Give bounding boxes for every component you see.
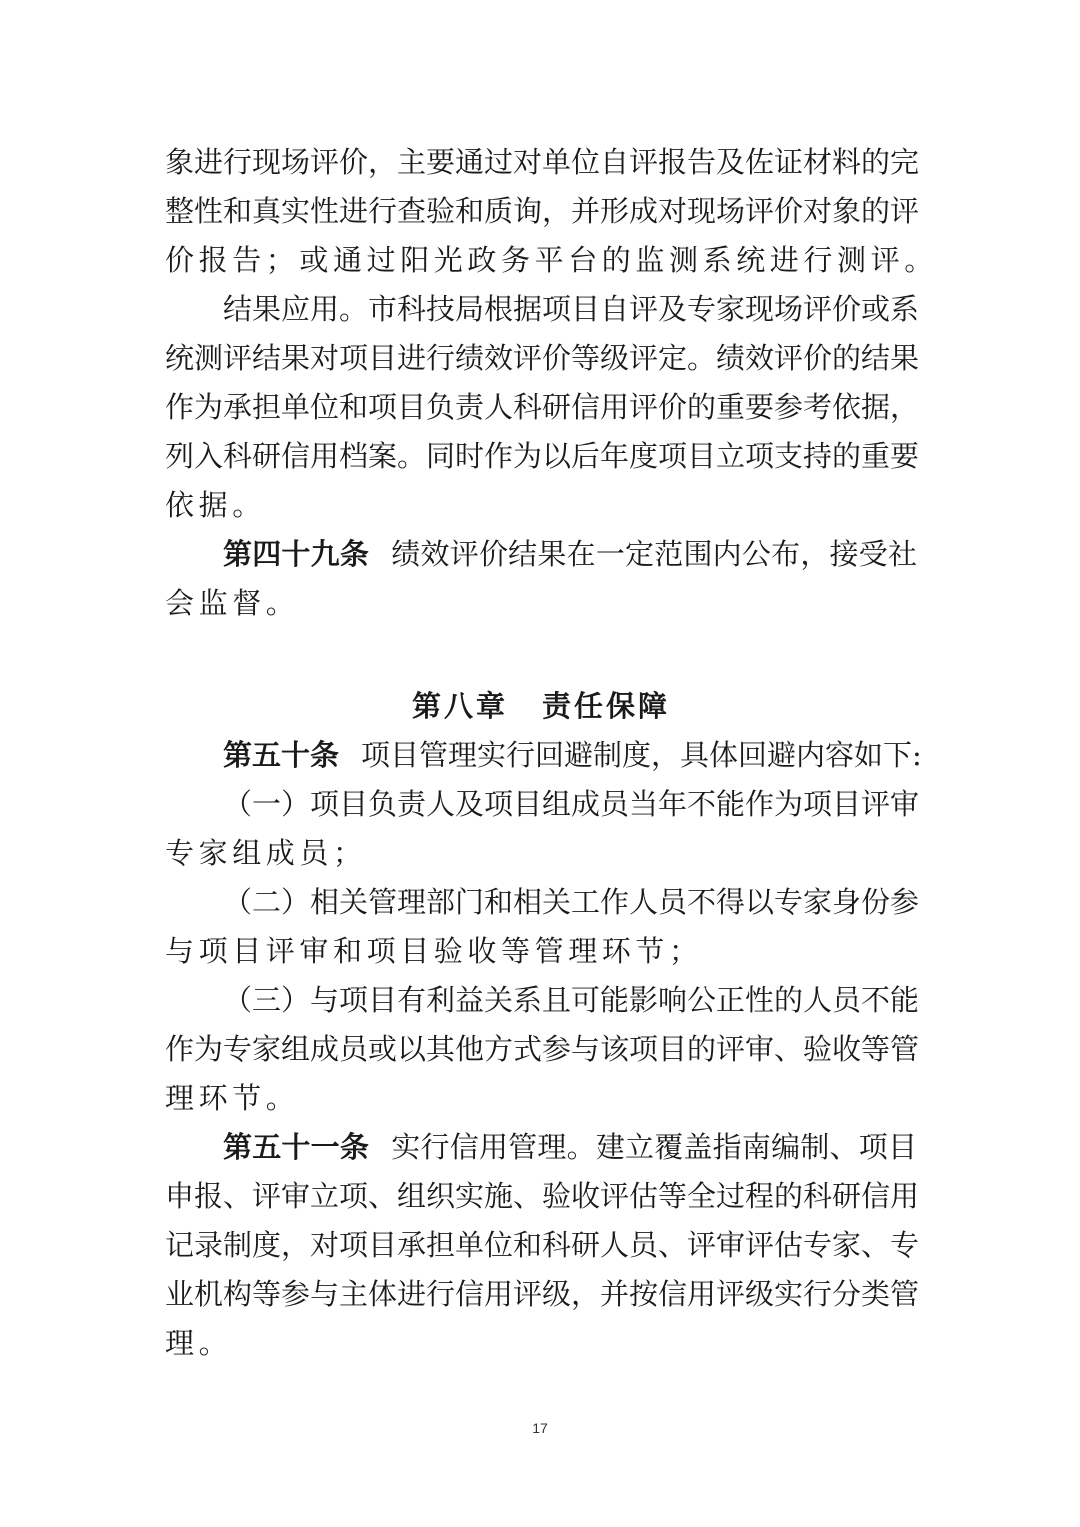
text-line: 申报、评审立项、组织实施、验收评估等全过程的科研信用 [165, 1179, 920, 1213]
chapter-heading [165, 682, 917, 731]
text-line: 依据。 [165, 488, 266, 522]
article-text: 实行信用管理。建立覆盖指南编制、项目 [391, 1130, 917, 1164]
article-50 [165, 731, 922, 1123]
article-label: 第五十一条 [223, 1130, 370, 1164]
text-line: 与项目评审和项目验收等管理环节； [165, 934, 703, 968]
list-item-1: （一）项目负责人及项目组成员当年不能作为项目评审 [223, 787, 920, 821]
article-51 [165, 1123, 920, 1368]
text-line: 统测评结果对项目进行绩效评价等级评定。绩效评价的结果 [165, 341, 920, 375]
article-text: 项目管理实行回避制度，具体回避内容如下: [361, 738, 922, 772]
article-49 [165, 530, 917, 628]
text-line: 结果应用。市科技局根据项目自评及专家现场评价或系 [223, 292, 920, 326]
article-label: 第四十九条 [223, 537, 370, 571]
text-line: 整性和真实性进行查验和质询，并形成对现场评价对象的评 [165, 194, 920, 228]
list-item-3: （三）与项目有利益关系且可能影响公正性的人员不能 [223, 983, 920, 1017]
text-line: 作为专家组成员或以其他方式参与该项目的评审、验收等管 [165, 1032, 920, 1066]
text-line [165, 731, 922, 780]
paragraph-evaluation-method [165, 138, 938, 285]
article-text: 绩效评价结果在一定范围内公布，接受社 [391, 537, 917, 571]
text-line: 价报告；或通过阳光政务平台的监测系统进行测评。 [165, 243, 938, 277]
text-line: 作为承担单位和项目负责人科研信用评价的重要参考依据， [165, 390, 920, 424]
text-line: 理环节。 [165, 1081, 300, 1115]
text-line: 列入科研信用档案。同时作为以后年度项目立项支持的重要 [165, 439, 920, 473]
text-line: 业机构等参与主体进行信用评级，并按信用评级实行分类管 [165, 1277, 920, 1311]
page-number: 17 [532, 1420, 548, 1436]
document-body [165, 138, 938, 1368]
text-line [165, 530, 917, 579]
chapter-number: 第八章 [411, 689, 508, 723]
text-line: 记录制度，对项目承担单位和科研人员、评审评估专家、专 [165, 1228, 920, 1262]
text-line: 会监督。 [165, 586, 300, 620]
text-line: 理。 [165, 1326, 233, 1360]
chapter-title: 责任保障 [542, 689, 671, 723]
text-line: 象进行现场评价，主要通过对单位自评报告及佐证材料的完 [165, 145, 920, 179]
text-line: 专家组成员； [165, 836, 367, 870]
text-line [165, 1123, 917, 1172]
list-item-2: （二）相关管理部门和相关工作人员不得以专家身份参 [223, 885, 920, 919]
article-label: 第五十条 [223, 738, 340, 772]
paragraph-result-application [165, 285, 920, 530]
